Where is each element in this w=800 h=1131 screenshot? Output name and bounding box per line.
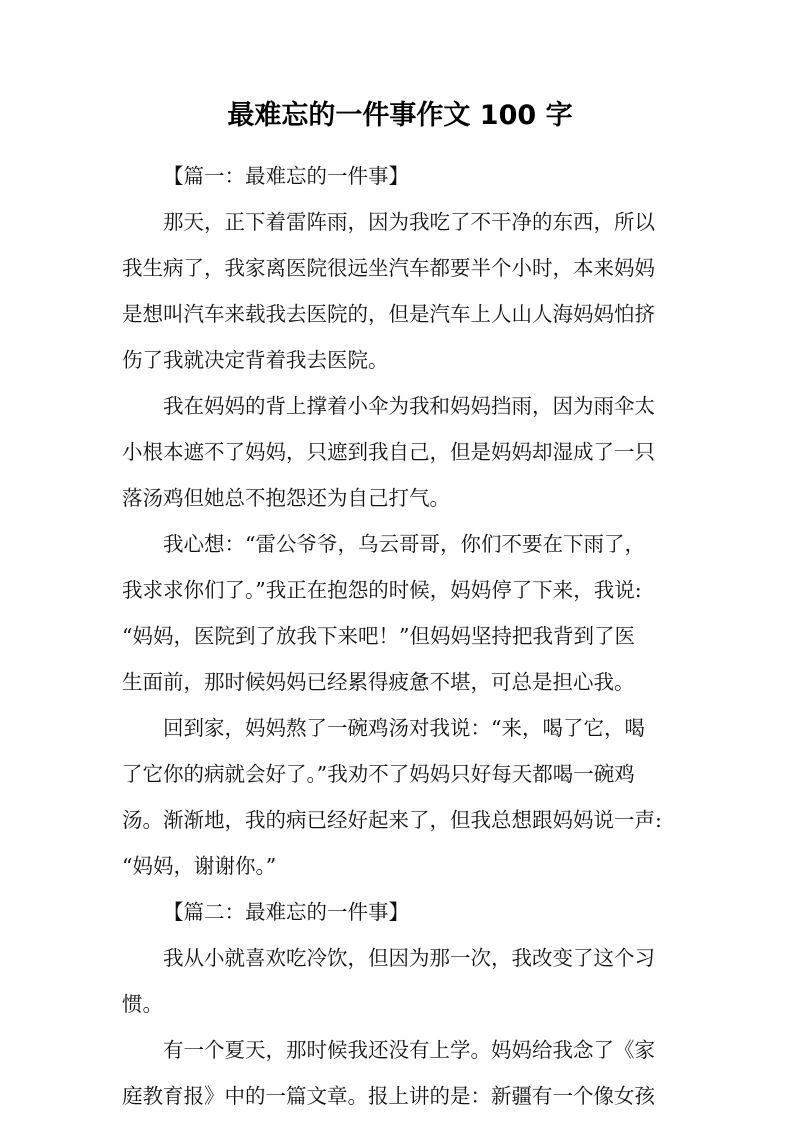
- paragraph: [122, 1027, 682, 1119]
- section-heading-text: 【篇二：最难忘的一件事】: [163, 900, 409, 924]
- paragraph: [122, 521, 682, 705]
- paragraph-line: 生面前，那时候妈妈已经累得疲惫不堪，可总是担心我。: [122, 670, 635, 694]
- paragraph-line: 惯。: [122, 992, 163, 1016]
- section-heading: [122, 889, 682, 935]
- paragraph-line: 那天，正下着雷阵雨，因为我吃了不干净的东西，所以: [163, 210, 655, 234]
- paragraph-line: 小根本遮不了妈妈，只遮到我自己，但是妈妈却湿成了一只: [122, 440, 655, 464]
- paragraph-line: 落汤鸡但她总不抱怨还为自己打气。: [122, 486, 450, 510]
- paragraph: [122, 705, 682, 889]
- paragraph-line: 是想叫汽车来载我去医院的，但是汽车上人山人海妈妈怕挤: [122, 302, 655, 326]
- paragraph-line: 我生病了，我家离医院很远坐汽车都要半个小时，本来妈妈: [122, 256, 655, 280]
- paragraph-line: 庭教育报》中的一篇文章。报上讲的是：新疆有一个像女孩: [122, 1084, 655, 1108]
- paragraph-line: 我从小就喜欢吃冷饮，但因为那一次，我改变了这个习: [163, 946, 655, 970]
- paragraph-line: 我心想：“雷公爷爷，乌云哥哥，你们不要在下雨了，: [163, 532, 645, 556]
- paragraph-line: 了它你的病就会好了。”我劝不了妈妈只好每天都喝一碗鸡: [122, 762, 635, 786]
- paragraph-line: “妈妈，医院到了放我下来吧！”但妈妈坚持把我背到了医: [122, 624, 635, 648]
- paragraph: [122, 383, 682, 521]
- section-heading: [122, 153, 682, 199]
- document-body: [122, 153, 682, 1119]
- paragraph-line: 我在妈妈的背上撑着小伞为我和妈妈挡雨，因为雨伞太: [163, 394, 655, 418]
- paragraph-line: 汤。渐渐地，我的病已经好起来了，但我总想跟妈妈说一声:: [122, 808, 662, 832]
- paragraph-line: 我求求你们了。”我正在抱怨的时候，妈妈停了下来，我说:: [122, 578, 642, 602]
- document-title: 最难忘的一件事作文 100 字: [227, 100, 573, 131]
- section-heading-text: 【篇一：最难忘的一件事】: [163, 164, 409, 188]
- paragraph-line: 回到家，妈妈熬了一碗鸡汤对我说：“来，喝了它，喝: [163, 716, 645, 740]
- paragraph-line: 伤了我就决定背着我去医院。: [122, 348, 389, 372]
- paragraph: [122, 935, 682, 1027]
- paragraph: [122, 199, 682, 383]
- paragraph-line: “妈妈，谢谢你。”: [122, 854, 277, 878]
- paragraph-line: 有一个夏天，那时候我还没有上学。妈妈给我念了《家: [163, 1038, 655, 1062]
